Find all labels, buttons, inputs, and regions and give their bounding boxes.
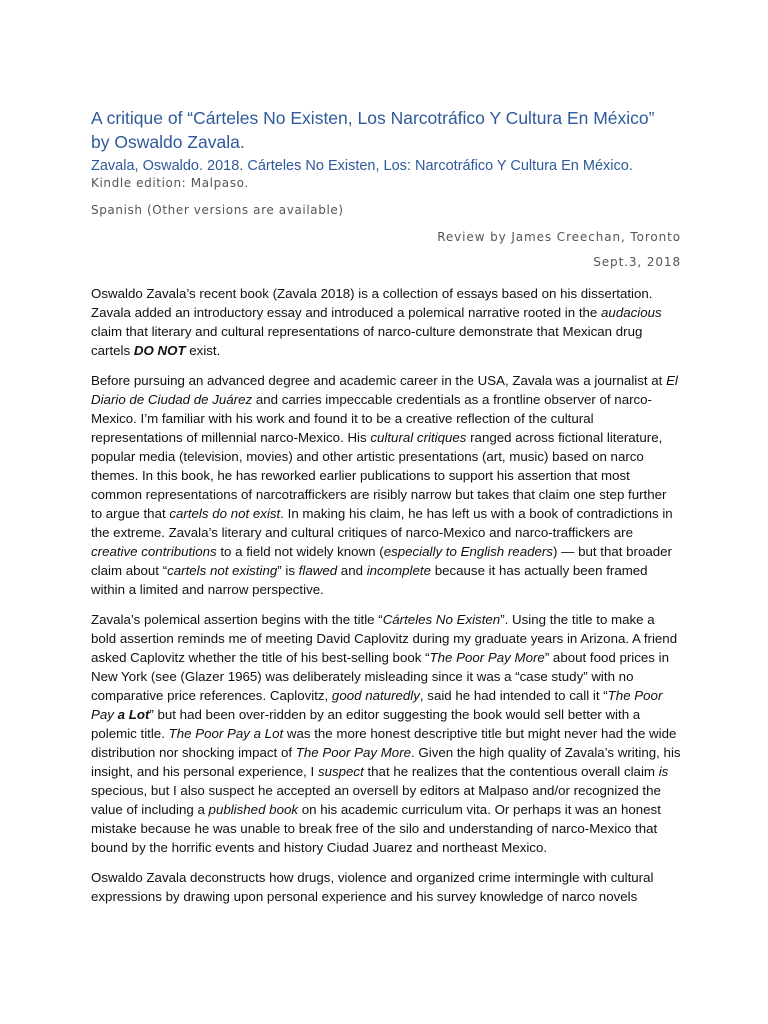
document-body xyxy=(91,106,681,906)
text-run: , said he had intended to call it “ xyxy=(419,688,608,703)
text-run: ) — but that broader claim about “ xyxy=(91,544,672,578)
document-title xyxy=(91,106,681,154)
text-run: The Poor Pay xyxy=(91,688,663,722)
text-run: is xyxy=(658,764,669,779)
text-run: especially to English readers xyxy=(383,544,553,559)
review-date: Sept.3, 2018 xyxy=(593,255,681,269)
text-run: creative contributions xyxy=(91,544,217,559)
text-run: flawed xyxy=(298,563,338,578)
text-run: ” but had been over-ridden by an editor suggesting the book would sell better with a polemic title. xyxy=(91,707,641,741)
text-run: . Given the high quality of Zavala’s writing, his insight, and his personal experience, I xyxy=(91,745,681,779)
book-language: Spanish (Other versions are available) xyxy=(91,203,344,217)
text-run: and carries impeccable credentials as a frontline observer of narco-Mexico. I’m familiar with his work and found it to be a creative reflection of the cultural representations of millennial narco-Mexico. His xyxy=(91,392,652,445)
text-run: because it has actually been framed within a limited and narrow perspective. xyxy=(91,563,648,597)
text-run: The Poor Pay More xyxy=(295,745,412,760)
text-run: good naturedly xyxy=(331,688,420,703)
body-paragraph-1 xyxy=(91,284,681,360)
text-run: incomplete xyxy=(366,563,431,578)
text-run: The Poor Pay a Lot xyxy=(168,726,284,741)
text-run: Oswaldo Zavala deconstructs how drugs, violence and organized crime intermingle with cultural expressions by drawing upon personal experience and his survey knowledge of narco novels xyxy=(91,870,654,904)
text-run: Cárteles No Existen xyxy=(382,612,501,627)
text-run: that he realizes that the contentious overall claim xyxy=(363,764,659,779)
review-author: Review by James Creechan, Toronto xyxy=(437,230,681,244)
text-run: specious, but I also suspect he accepted an oversell by editors at Malpaso and/or recognized the value of including a xyxy=(91,783,661,817)
text-run: cartels not existing xyxy=(167,563,278,578)
text-run: published book xyxy=(208,802,299,817)
text-run: suspect xyxy=(317,764,364,779)
body-paragraph-3 xyxy=(91,610,681,857)
text-run: ” is xyxy=(277,563,299,578)
body-paragraph-2 xyxy=(91,371,681,599)
text-run: a Lot xyxy=(117,707,150,722)
text-run: ranged across fictional literature, popular media (television, movies) and other artistic presentations (art, music) based on narco themes. In this book, he has reworked earlier publications to support his assertion that most common representations of narcotraffickers are risibly narrow but takes that claim one step further to argue that xyxy=(91,430,667,521)
text-run: El Diario de Ciudad de Juárez xyxy=(91,373,678,407)
document-title-line-1: A critique of “Cárteles No Existen, Los Narcotráfico Y Cultura En México” xyxy=(91,108,655,128)
book-citation: Zavala, Oswaldo. 2018. Cárteles No Existen, Los: Narcotráfico Y Cultura En México. xyxy=(91,158,633,174)
text-run: and xyxy=(337,563,367,578)
text-run: was the more honest descriptive title but might never had the wide distribution nor shocking impact of xyxy=(91,726,677,760)
text-run: Zavala’s polemical assertion begins with the title “ xyxy=(91,612,383,627)
text-run: cartels do not exist xyxy=(169,506,281,521)
text-run: to a field not widely known ( xyxy=(216,544,384,559)
text-run: exist. xyxy=(185,343,221,358)
text-run: audacious xyxy=(601,305,662,320)
text-run: . In making his claim, he has left us with a book of contradictions in the extreme. Zavala’s literary and cultural critiques of narco-Mexico and narco-traffickers are xyxy=(91,506,673,540)
text-run: cultural critiques xyxy=(370,430,467,445)
text-run: DO NOT xyxy=(133,343,186,358)
text-run: claim that literary and cultural representations of narco-culture demonstrate that Mexican drug cartels xyxy=(91,324,643,358)
text-run: ” about food prices in New York (see (Glazer 1965) was deliberately misleading since it was a “case study” with no comparative price references. Caplovitz, xyxy=(91,650,669,703)
text-run: on his academic curriculum vita. Or perhaps it was an honest mistake because he was unable to break free of the silo and understanding of narco-Mexico that bound by the horrific events and history Ciudad Juarez and northeast Mexico. xyxy=(91,802,661,855)
text-run: Before pursuing an advanced degree and academic career in the USA, Zavala was a journalist at xyxy=(91,373,667,388)
body-paragraph-4 xyxy=(91,868,681,906)
text-run: The Poor Pay More xyxy=(429,650,545,665)
text-run: ”. Using the title to make a bold assertion reminds me of meeting David Caplovitz during my graduate years in Arizona. A friend asked Caplovitz whether the title of his best-selling book “ xyxy=(91,612,678,665)
book-edition: Kindle edition: Malpaso. xyxy=(91,176,249,190)
text-run: Oswaldo Zavala’s recent book (Zavala 2018) is a collection of essays based on his dissertation. Zavala added an introductory essay and introduced a polemical narrative rooted in the xyxy=(91,286,653,320)
document-title-line-2: by Oswaldo Zavala. xyxy=(91,132,245,152)
